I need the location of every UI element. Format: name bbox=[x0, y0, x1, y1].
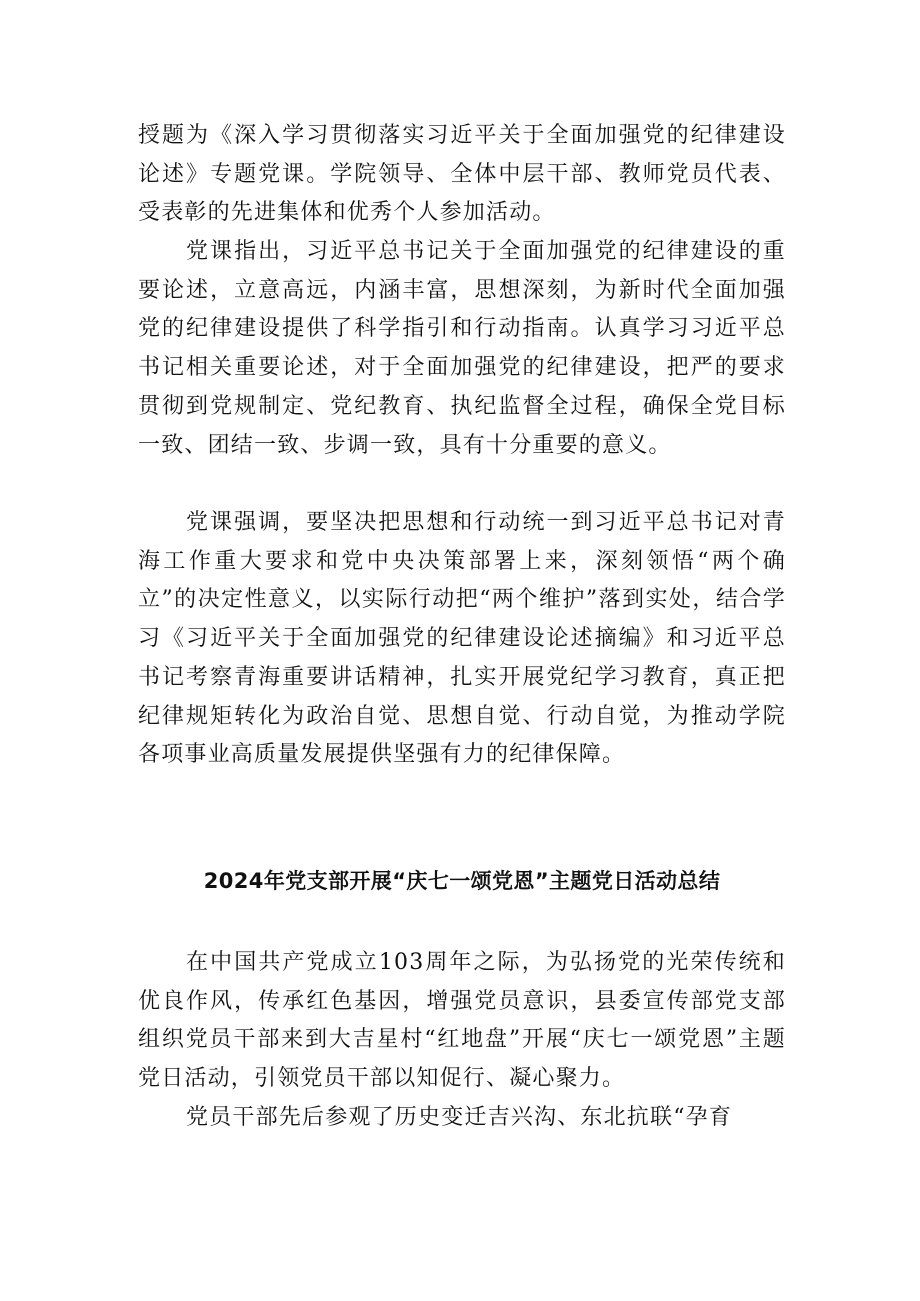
paragraph-lecture-points: 党课指出，习近平总书记关于全面加强党的纪律建设的重要论述，立意高远，内涵丰富，思想深刻，为新时代全面加强党的纪律建设提供了科学指引和行动指南。认真学习习近平总书记相关重要论述，对于全面加强党的纪律建设，把严的要求贯彻到党规制定、党纪教育、执纪监督全过程，确保全党目标一致、团结一致、步调一致，具有十分重要的意义。 bbox=[138, 239, 786, 458]
paragraph-continuation: 授题为《深入学习贯彻落实习近平关于全面加强党的纪律建设论述》专题党课。学院领导、全体中层干部、教师党员代表、受表彰的先进集体和优秀个人参加活动。 bbox=[138, 123, 786, 226]
paragraph-activity-visit: 党员干部先后参观了历史变迁吉兴沟、东北抗联“孕育 bbox=[186, 1105, 733, 1130]
paragraph-lecture-emphasis: 党课强调，要坚决把思想和行动统一到习近平总书记对青海工作重大要求和党中央决策部署上来，深刻领悟“两个确立”的决定性意义，以实际行动把“两个维护”落到实处，结合学习《习近平关于全面加强党的纪律建设论述摘编》和习近平总书记考察青海重要讲话精神，扎实开展党纪学习教育，真正把纪律规矩转化为政治自觉、思想自觉、行动自觉，为推动学院各项事业高质量发展提供坚强有力的纪律保障。 bbox=[138, 510, 786, 768]
paragraph-activity-intro: 在中国共产党成立103周年之际，为弘扬党的光荣传统和优良作风，传承红色基因，增强党员意识，县委宣传部党支部组织党员干部来到大吉星村“红地盘”开展“庆七一颂党恩”主题党日活动，引领党员干部以知促行、凝心聚力。 bbox=[138, 950, 786, 1092]
section-title: 2024年党支部开展“庆七一颂党恩”主题党日活动总结 bbox=[203, 869, 721, 893]
